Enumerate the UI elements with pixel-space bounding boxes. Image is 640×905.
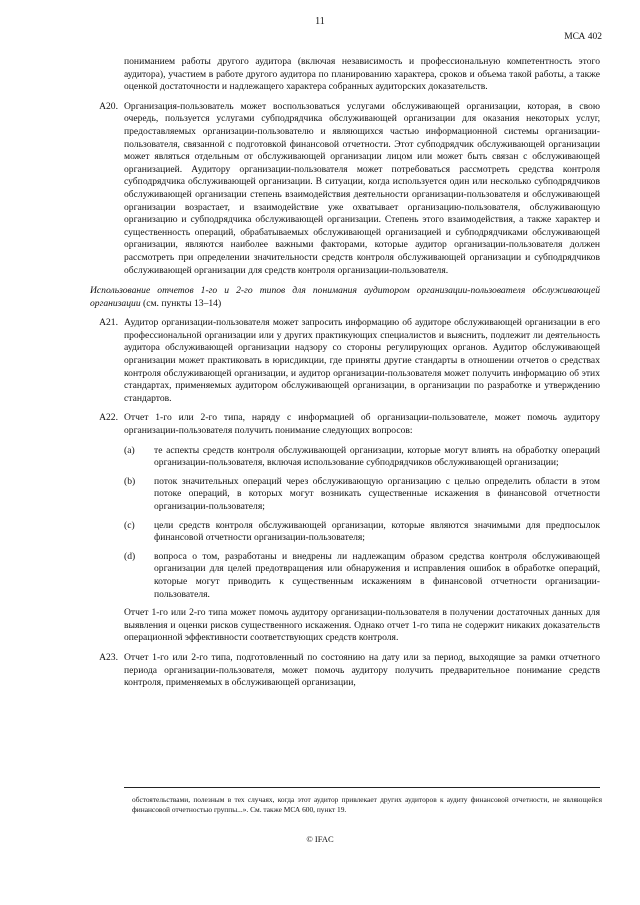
section-subheading <box>90 285 600 310</box>
document-body <box>90 56 600 697</box>
list-item <box>124 520 600 545</box>
numbered-paragraph <box>99 651 600 690</box>
subheading-italic: Использование отчетов 1-го и 2-го типов для понимания аудитором организации-пользователя обслуживающей организации <box>90 285 600 309</box>
paragraph-text: Аудитор организации-пользователя может запросить информацию об аудиторе обслуживающей организации в его профессиональной организации или у других практикующих специалистов и выяснить, подлежит ли деятельность аудитора обслуживающей организации надзору со стороны регулирующих органов. Аудитор обслуживающей организации может практиковать в юрисдикции, где приняты другие стандарты в отношении отчетов о средствах контроля обслуживающей организации, и аудитор организации-пользователя может получить информацию об этих стандартах, применяемых аудитором обслуживающей организации, в организации по разработке и утверждению стандартов. <box>124 317 600 404</box>
paragraphs-bottom <box>99 651 600 690</box>
standard-code: МСА 402 <box>564 32 602 42</box>
list-item-text: поток значительных операций через обслуживающую организацию с целью определить области в этом потоке операций, в которых могут возникать существенные искажения в финансовой отчетности организации-пользователя; <box>154 475 600 512</box>
list-item-label: (a) <box>124 444 135 456</box>
list-item-label: (b) <box>124 475 136 487</box>
paragraph-number: A20. <box>99 100 118 112</box>
paragraph-number: A21. <box>99 317 118 329</box>
subheading-reference: (см. пункты 13–14) <box>140 297 222 309</box>
list-item-label: (d) <box>124 550 136 562</box>
paragraphs-top <box>99 100 600 277</box>
list-item-label: (c) <box>124 519 135 531</box>
footnote: обстоятельствами, полезным в тех случаях, когда этот аудитор привлекает других аудиторов к аудиту финансовой отчетности, не являющейся финансовой отчетностью группы...». См. также МСА 600, пункт 19. <box>132 795 602 814</box>
paragraph-text: Отчет 1-го или 2-го типа, наряду с информацией об организации-пользователе, может помочь аудитору организации-пользователя получить понимание следующих вопросов: <box>124 412 600 437</box>
list-item-text: цели средств контроля обслуживающей организации, которые являются значимыми для предпосылок финансовой отчетности организации-пользователя; <box>154 519 600 544</box>
list-item-text: те аспекты средств контроля обслуживающей организации, которые могут влиять на обработку операций организации-пользователя, включая использование субподрядчиков обслуживающей организации; <box>154 444 600 469</box>
numbered-paragraph <box>99 412 600 437</box>
numbered-paragraph <box>99 100 600 277</box>
paragraph-number: A22. <box>99 412 118 424</box>
after-list-paragraph: Отчет 1-го или 2-го типа может помочь аудитору организации-пользователя в получении достаточных данных для выявления и оценки рисков существенного искажения. Однако отчет 1-го типа не содержит никаких доказательств операционной эффективности соответствующих средств контроля. <box>124 607 600 644</box>
list-item <box>124 445 600 470</box>
question-list <box>124 445 600 602</box>
page-number: 11 <box>315 16 325 27</box>
list-item <box>124 476 600 514</box>
list-item-text: вопроса о том, разработаны и внедрены ли надлежащим образом средства контроля обслуживающей организации для целей предотвращения или обнаружения и исправления ошибок в обработке операций, которые могут приводить к существенным искажениям в финансовой отчетности организации-пользователя. <box>154 550 600 600</box>
paragraph-text: Организация-пользователь может воспользоваться услугами обслуживающей организации, которая, в свою очередь, пользуется услугами субподрядчика обслуживающей организации для оказания некоторых услуг, предоставляемых организации-пользователю и являющихся частью информационной системы организации-пользователя, связанной с подготовкой финансовой отчетности. Этот субподрядчик обслуживающей организации может являться отдельным от обслуживающей организации лицом или может быть связан с обслуживающей организацией. Аудитору организации-пользователя может потребоваться рассмотреть средства контроля субподрядчика обслуживающей организации. В ситуации, когда используется один или несколько субподрядчиков обслуживающей организации степень взаимодействия деятельности организации-пользователя и обслуживающей организации возрастает, и взаимодействие уже охватывает организацию-пользователя, обслуживающую организацию и субподрядчика обслуживающей организации. Степень этого взаимодействия, а также характер и существенность операций, обрабатываемых обслуживающей организацией и субподрядчиками обслуживающей организации, являются наиболее важными факторами, которые аудитор организации-пользователя должен рассмотреть при определении значительности средств контроля обслуживающей организации и субподрядчиков обслуживающей организации для средств контроля организации-пользователя. <box>124 100 600 276</box>
intro-paragraph: пониманием работы другого аудитора (включая независимость и профессиональную компетентность этого аудитора), участием в работе другого аудитора по планированию характера, сроков и объема такой работы, а также оценкой достаточности и надлежащего характера собранных аудиторских доказательств. <box>124 56 600 93</box>
list-item <box>124 551 600 601</box>
paragraph-text: Отчет 1-го или 2-го типа, подготовленный по состоянию на дату или за период, выходящие за рамки отчетного периода организации-пользователя, может помочь аудитору получить предварительное понимание средств контроля, применяемых в обслуживающей организации, <box>124 651 600 689</box>
footnote-divider <box>124 787 600 788</box>
paragraphs-middle <box>99 317 600 437</box>
paragraph-number: A23. <box>99 651 118 663</box>
copyright: © IFAC <box>306 834 334 844</box>
numbered-paragraph <box>99 317 600 405</box>
